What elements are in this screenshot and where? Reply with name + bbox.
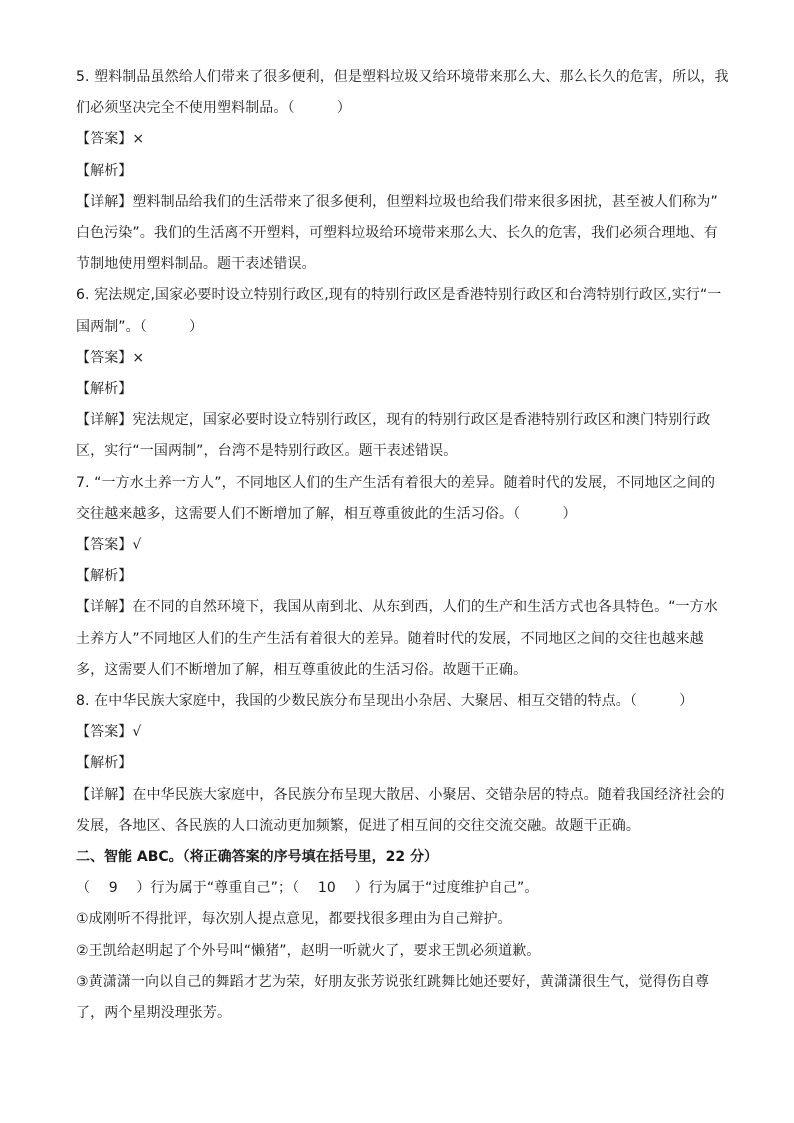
q5-explanation-line-2: 白色污染”。我们的生活离不开塑料，可塑料垃圾给环境带来那么大、长久的危害，我们必须合理地、有: [76, 225, 718, 242]
q6-explanation-line-1: 【详解】宪法规定，国家必要时设立特别行政区，现有的特别行政区是香港特别行政区和澳门特别行政: [76, 412, 711, 429]
q5-analysis-label: 【解析】: [76, 162, 133, 179]
q8-answer: 【答案】√: [76, 724, 142, 741]
q6-explanation-line-2: 区，实行“一国两制”，台湾不是特别行政区。题干表述错误。: [76, 443, 458, 460]
q5-line-1: 5. 塑料制品虽然给人们带来了很多便利，但是塑料垃圾又给环境带来那么大、那么长久的危害，所以，我: [76, 69, 729, 85]
q5-explanation-line-3: 节制地使用塑料制品。题干表述错误。: [76, 256, 316, 273]
q6-answer: 【答案】×: [76, 349, 145, 366]
q8-explanation-line-2: 发展，各地区、各民族的人口流动更加频繁，促进了相互间的交往交流交融。故题干正确。: [76, 817, 640, 834]
q7-explanation-line-1: 【详解】在不同的自然环境下，我国从南到北、从东到西，人们的生产和生活方式也各具特色。“一方水: [76, 599, 718, 616]
q8-analysis-label: 【解析】: [76, 755, 133, 772]
q8-line-1: 8. 在中华民族大家庭中，我国的少数民族分布呈现出小杂居、大聚居、相互交错的特点。（ ）: [76, 693, 694, 710]
q6-line-2: 国两制”。（ ）: [76, 318, 204, 335]
q7-answer: 【答案】√: [76, 537, 142, 554]
q6-analysis-label: 【解析】: [76, 381, 133, 398]
q5-answer: 【答案】×: [76, 131, 145, 148]
option-3-line-2: 了，两个星期没理张芳。: [76, 1005, 232, 1022]
q7-line-1: 7. “一方水土养一方人”，不同地区人们的生产生活有着很大的差异。随着时代的发展，不同地区之间的: [76, 474, 716, 491]
q5-line-2: 们必须坚决完全不使用塑料制品。（ ）: [76, 100, 351, 117]
section-title: 二、智能 ABC。（将正确答案的序号填在括号里，22 分）: [76, 849, 439, 866]
q7-explanation-line-3: 多，这需要人们不断增加了解，相互尊重彼此的生活习俗。故题干正确。: [76, 661, 528, 678]
q6-line-1: 6. 宪法规定,国家必要时设立特别行政区,现有的特别行政区是香港特别行政区和台湾特别行政区,实行“一: [76, 287, 722, 304]
option-2: ②王凯给赵明起了个外号叫“懒猪”，赵明一听就火了，要求王凯必须道歉。: [76, 942, 541, 959]
option-1: ①成刚听不得批评，每次别人提点意见，都要找很多理由为自己辩护。: [76, 911, 512, 928]
section-question: （ 9 ）行为属于“尊重自己”；（ 10 ）行为属于“过度维护自己”。: [76, 880, 539, 897]
q5-explanation-line-1: 【详解】塑料制品给我们的生活带来了很多便利，但塑料垃圾也给我们带来很多困扰，甚至被人们称为”: [76, 193, 718, 210]
q8-explanation-line-1: 【详解】在中华民族大家庭中，各民族分布呈现大散居、小聚居、交错杂居的特点。随着我国经济社会的: [76, 786, 725, 803]
option-3-line-1: ③黄潇潇一向以自己的舞蹈才艺为荣，好朋友张芳说张红跳舞比她还要好，黄潇潇很生气，觉得伤自尊: [76, 973, 710, 990]
q7-analysis-label: 【解析】: [76, 568, 133, 585]
q7-explanation-line-2: 土养方人”不同地区人们的生产生活有着很大的差异。随着时代的发展，不同地区之间的交往也越来越: [76, 630, 704, 647]
document-page: [76, 62, 729, 1029]
q7-line-2: 交往越来越多，这需要人们不断增加了解，相互尊重彼此的生活习俗。（ ）: [76, 505, 577, 522]
